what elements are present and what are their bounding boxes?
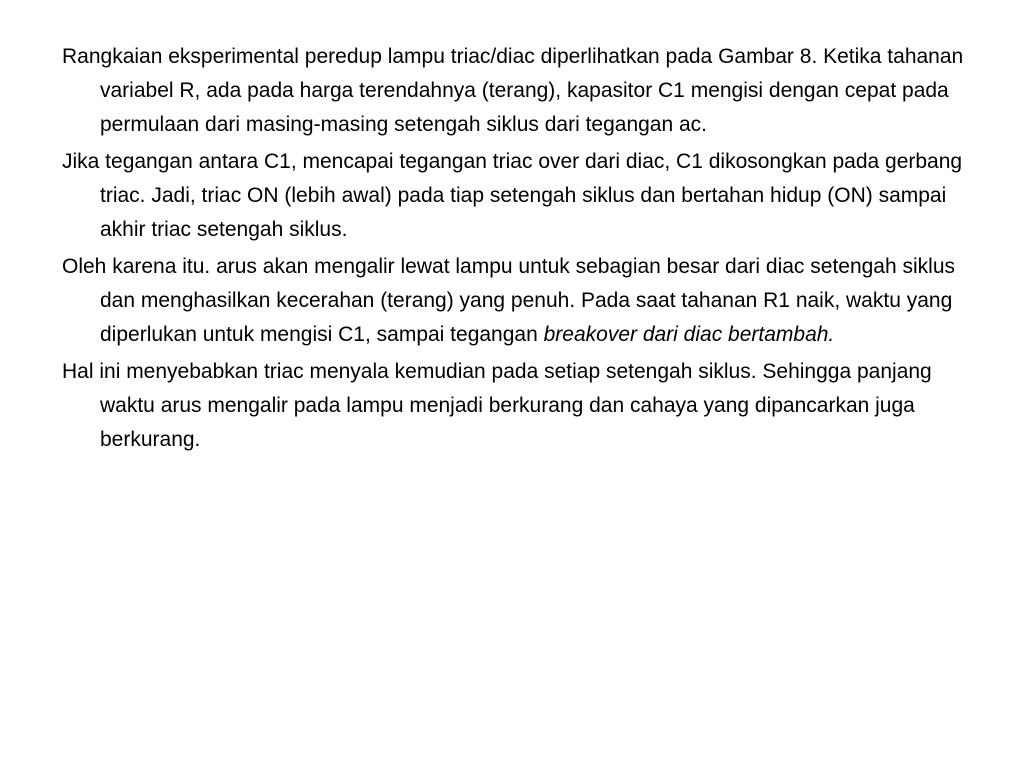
paragraph-2 <box>62 145 972 247</box>
paragraph-1 <box>62 40 972 142</box>
slide-body <box>62 40 972 460</box>
paragraph-2-text: Jika tegangan antara C1, mencapai tegangan triac over dari diac, C1 dikosongkan pada gerbang triac. Jadi, triac ON (lebih awal) pada tiap setengah siklus dan bertahan hidup (ON) sampai akhir triac setengah siklus. <box>62 150 963 241</box>
paragraph-3-text: Oleh karena itu. arus akan mengalir lewat lampu untuk sebagian besar dari diac setengah siklus dan menghasilkan kecerahan (terang) yang penuh. Pada saat tahanan R1 naik, waktu yang diperlukan untuk mengisi C1, sampai tegangan <box>62 255 956 346</box>
paragraph-3 <box>62 250 972 352</box>
paragraph-4-text: Hal ini menyebabkan triac menyala kemudian pada setiap setengah siklus. Sehingga panjang waktu arus mengalir pada lampu menjadi berkurang dan cahaya yang dipancarkan juga berkurang. <box>62 360 932 451</box>
paragraph-3-italic-text: breakover dari diac bertambah. <box>543 323 835 346</box>
paragraph-4 <box>62 355 972 457</box>
paragraph-1-text: Rangkaian eksperimental peredup lampu triac/diac diperlihatkan pada Gambar 8. Ketika tahanan variabel R, ada pada harga terendahnya (terang), kapasitor C1 mengisi dengan cepat pada permulaan dari masing-masing setengah siklus dari tegangan ac. <box>62 45 964 136</box>
